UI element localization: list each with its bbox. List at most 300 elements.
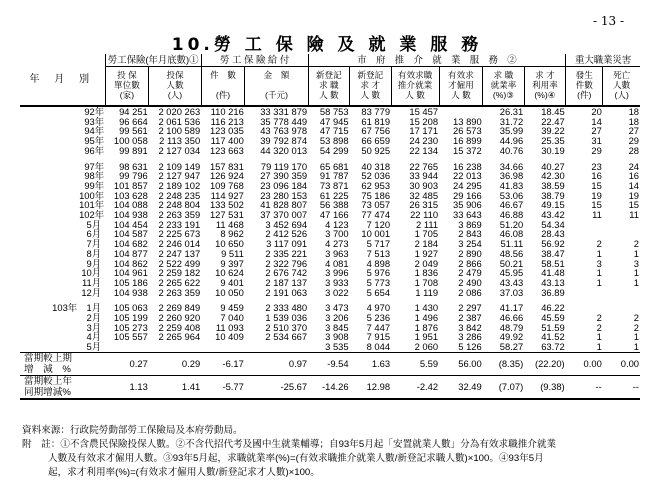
table-cell: 15 208: [409, 116, 439, 127]
table-cell: 2 265 622: [158, 277, 201, 288]
comparison-cell: -14.26: [308, 375, 349, 399]
table-cell: 16: [591, 171, 602, 181]
table-cell: 2 109 149: [158, 161, 201, 172]
table-row: [20, 303, 640, 313]
table-cell: 46.08: [499, 229, 524, 240]
table-cell: 2 127 947: [158, 171, 201, 181]
table-cell: 2: [633, 313, 639, 323]
table-cell: 16 238: [453, 161, 482, 172]
table-cell: 2 269 849: [158, 303, 201, 314]
table-cell: 36.89: [541, 287, 565, 298]
table-cell: 100 058: [113, 136, 148, 146]
table-cell: 1 836: [414, 268, 439, 278]
table-row: [20, 136, 640, 146]
table-cell: 67 756: [361, 126, 391, 137]
table-cell: 1: [596, 342, 602, 353]
row-label: 9月: [86, 258, 102, 269]
table-cell: 46.22: [541, 303, 565, 314]
table-cell: 56.92: [541, 239, 565, 249]
row-label: 7月: [86, 239, 102, 249]
table-cell: 37 370 007: [260, 210, 308, 220]
table-cell: 24 295: [453, 180, 482, 191]
row-label: 98年: [84, 171, 105, 181]
table-cell: [566, 288, 603, 298]
table-cell: 31: [591, 136, 602, 146]
table-cell: 3 535: [325, 342, 349, 353]
table-cell: 19: [591, 190, 602, 201]
row-label: 102年: [79, 210, 105, 220]
row-label: 2月: [86, 313, 102, 323]
table-cell: 2 387: [458, 313, 482, 323]
table-cell: 2 184: [414, 239, 439, 249]
table-cell: 1: [633, 277, 639, 288]
table-cell: 3 845: [325, 322, 349, 333]
row-label: 6月: [86, 229, 102, 240]
row-label: 95年: [84, 136, 105, 146]
table-cell: 58.27: [499, 342, 524, 353]
table-cell: [149, 342, 201, 352]
page-number: - 13 -: [592, 14, 624, 28]
table-cell: 52 036: [361, 171, 391, 181]
table-cell: 3 908: [325, 332, 349, 343]
table-cell: 37.03: [499, 287, 524, 298]
table-row: [20, 323, 640, 333]
table-cell: 2 246 014: [158, 239, 201, 249]
table-cell: 7 120: [366, 219, 391, 230]
table-cell: 2 248 235: [158, 190, 201, 201]
table-cell: [566, 229, 603, 239]
footnote-line-2: 人數及有效求才僱用人數。③93年5月起，求職就業率(%)=(有效求職推介就業人數/新登記求職人數)×100。④93年5月: [48, 453, 544, 464]
comparison-cell: 1.41: [149, 375, 201, 399]
table-row: [20, 191, 640, 201]
comparison-cell: 0.00: [566, 352, 603, 375]
table-cell: 2 263 359: [158, 210, 201, 220]
table-cell: 2 263 359: [158, 287, 201, 298]
table-cell: 39 792 874: [260, 136, 308, 146]
table-cell: 2 412 526: [265, 229, 308, 240]
table-cell: 2: [596, 322, 602, 333]
row-label: 101年: [79, 200, 105, 211]
table-cell: 2 259 182: [158, 268, 201, 278]
table-cell: 2 191 063: [265, 287, 308, 298]
table-cell: 5 773: [366, 277, 391, 288]
table-cell: 3 996: [325, 268, 349, 278]
table-cell: 42.30: [541, 171, 565, 181]
table-cell: [603, 303, 640, 313]
table-cell: 1 430: [414, 303, 439, 314]
table-cell: 38.47: [541, 248, 565, 259]
table-cell: 73 871: [319, 180, 349, 191]
footnote-line-1: 附 註：①不含農民保險投保人數。②不含代招代考及國中生就業輔導；自93年5月起「安置就業人數」分為有效求職推介就業: [22, 439, 557, 450]
comparison-cell: 0.97: [245, 352, 308, 375]
table-cell: 2 247 137: [158, 248, 201, 259]
comparison-cell: 1.13: [105, 375, 149, 399]
table-cell: 9 401: [220, 277, 244, 288]
table-cell: 3 869: [458, 219, 482, 230]
table-cell: 8 044: [366, 342, 391, 353]
table-cell: 2 248 804: [158, 200, 201, 211]
table-cell: 104 682: [113, 239, 148, 249]
table-cell: 2 113 350: [159, 136, 201, 146]
table-cell: [105, 342, 149, 352]
table-cell: 22 765: [409, 161, 439, 172]
table-cell: 29: [591, 145, 602, 156]
table-cell: 28: [628, 145, 639, 156]
table-cell: 18: [628, 116, 639, 127]
table-cell: 2 259 408: [158, 322, 201, 333]
table-cell: 2 297: [458, 303, 482, 314]
comparison-cell: (9.38): [524, 375, 565, 399]
table-cell: 27: [628, 126, 639, 137]
table-cell: 65 681: [319, 161, 349, 172]
table-cell: 101 857: [113, 180, 148, 191]
column-header: 新登記 求 職 人 數: [308, 67, 349, 107]
comparison-label: 當期較上年 同期增減%: [20, 375, 105, 399]
table-cell: 26 573: [453, 126, 482, 137]
table-cell: 51.20: [499, 219, 524, 230]
row-label: 97年: [84, 161, 105, 172]
footnote-line-3: 起，求才利用率(%)=(有效求才僱用人數/新登記求才人數)×100。: [48, 467, 320, 478]
table-cell: 46.67: [499, 200, 524, 211]
group-header-employment: 市 府 推 介 就 業 服 務 ②: [308, 54, 566, 67]
table-cell: 63.72: [541, 342, 565, 353]
comparison-cell: (8.35): [483, 352, 524, 375]
table-cell: 1 705: [414, 229, 439, 240]
table-cell: 4 081: [325, 258, 349, 269]
column-header: 投保 人數 (人): [149, 67, 201, 107]
table-cell: 133 502: [209, 200, 244, 211]
table-cell: 9 459: [220, 303, 244, 314]
table-cell: [603, 229, 640, 239]
table-cell: 123 663: [209, 145, 244, 156]
table-cell: 2: [633, 239, 639, 249]
table-cell: 38.79: [541, 190, 565, 201]
table-cell: 28.43: [541, 229, 565, 240]
table-cell: 104 877: [113, 248, 148, 259]
table-cell: [566, 220, 603, 230]
table-cell: 105 063: [113, 303, 148, 314]
table-cell: 41 828 807: [260, 200, 308, 211]
table-cell: 62 953: [361, 180, 391, 191]
row-label: 5月: [86, 342, 102, 353]
table-cell: 104 961: [113, 268, 148, 278]
table-cell: 3 206: [325, 313, 349, 323]
table-cell: 3 117 091: [266, 239, 308, 249]
table-row: [20, 210, 640, 220]
column-header: 金 額 (千元): [245, 67, 308, 107]
table-cell: 43.43: [499, 277, 524, 288]
table-cell: 31.72: [499, 116, 524, 127]
table-cell: 2 225 673: [158, 229, 201, 240]
table-row: [20, 229, 640, 239]
table-cell: 50.21: [499, 258, 524, 269]
table-cell: 40.76: [499, 145, 524, 156]
table-cell: 44.96: [499, 136, 524, 146]
table-cell: 27: [591, 126, 602, 137]
column-header: 死亡 人數 (人): [603, 67, 640, 107]
table-cell: 44 320 013: [260, 145, 308, 156]
table-cell: 34.66: [499, 161, 524, 172]
comparison-row: [20, 375, 640, 399]
table-cell: 2 510 370: [265, 322, 308, 333]
column-header: 投 保 單位數 (家): [105, 67, 149, 107]
table-row: [20, 117, 640, 127]
table-cell: 41.17: [499, 303, 524, 314]
table-cell: 58 753: [319, 106, 349, 117]
table-cell: 2 490: [458, 277, 482, 288]
table-cell: 114 927: [210, 190, 244, 201]
table-cell: 123 035: [209, 126, 244, 137]
row-label: 3月: [86, 322, 102, 333]
table-row: [20, 249, 640, 259]
comparison-cell: -25.67: [245, 375, 308, 399]
table-cell: [201, 342, 245, 352]
table-cell: 43 763 978: [260, 126, 308, 137]
table-cell: 49.92: [499, 332, 524, 343]
table-cell: 5 126: [458, 342, 482, 353]
source-note: 資料來源：行政院勞動部勞工保險局及本府勞動局。: [22, 425, 243, 436]
table-cell: 54.34: [541, 219, 565, 230]
table-cell: 33 643: [453, 210, 482, 220]
table-cell: 18: [628, 106, 639, 117]
table-cell: 2 479: [458, 268, 482, 278]
table-cell: 46.66: [499, 313, 524, 323]
table-cell: 2 111: [416, 219, 439, 230]
table-cell: 47 715: [319, 126, 349, 137]
table-cell: 103 628: [113, 190, 148, 201]
table-cell: 7 915: [366, 332, 391, 343]
table-cell: 7 447: [366, 322, 391, 333]
table-cell: 104 587: [113, 229, 148, 240]
table-cell: 2 335 221: [265, 248, 308, 259]
table-cell: 47 166: [319, 210, 349, 220]
comparison-cell: -2.42: [391, 375, 439, 399]
table-cell: 1: [633, 342, 639, 353]
comparison-cell: 56.00: [439, 352, 483, 375]
comparison-cell: --: [566, 375, 603, 399]
comparison-cell: 1.63: [350, 352, 391, 375]
table-cell: 45.59: [541, 313, 565, 323]
table-cell: 49.15: [541, 200, 565, 211]
table-cell: 41.83: [499, 180, 524, 191]
table-cell: 3 473: [325, 303, 349, 314]
comparison-cell: -5.77: [201, 375, 245, 399]
table-cell: 2 233 191: [158, 219, 201, 230]
row-label: 96年: [84, 145, 105, 156]
table-cell: 54 299: [319, 145, 349, 156]
table-cell: 1: [633, 332, 639, 343]
table-cell: 24 230: [409, 136, 439, 146]
table-cell: 2 866: [458, 258, 482, 269]
table-row: [20, 126, 640, 136]
table-cell: 3 700: [325, 229, 349, 240]
table-cell: 3 286: [458, 332, 482, 343]
table-cell: 26.31: [499, 106, 524, 117]
row-label: 100年: [79, 190, 105, 201]
table-cell: 105 199: [113, 313, 148, 323]
table-cell: 10 050: [215, 287, 244, 298]
table-cell: 20: [591, 106, 602, 117]
table-cell: [439, 106, 483, 117]
table-cell: 2 534 667: [265, 332, 308, 343]
row-label: 12月: [81, 287, 102, 298]
table-cell: 104 938: [113, 287, 148, 298]
table-cell: 75 186: [361, 190, 391, 201]
table-cell: 66 659: [361, 136, 391, 146]
table-cell: 16: [628, 171, 639, 181]
table-cell: 58.51: [541, 258, 565, 269]
table-cell: 32 485: [409, 190, 439, 201]
table-cell: 2 890: [458, 248, 482, 259]
table-cell: 29 166: [453, 190, 482, 201]
table-cell: [603, 288, 640, 298]
table-cell: 1 951: [414, 332, 439, 343]
table-cell: 5 717: [366, 239, 391, 249]
table-cell: 8 962: [220, 229, 244, 240]
table-cell: 23: [591, 161, 602, 172]
table-cell: 9 511: [221, 248, 244, 259]
table-row: [20, 220, 640, 230]
table-cell: 98 631: [119, 161, 148, 172]
table-row: [20, 342, 640, 352]
row-label: 92年: [84, 106, 105, 117]
comparison-cell: 12.98: [350, 375, 391, 399]
table-cell: 2: [596, 313, 602, 323]
table-row: [20, 171, 640, 181]
table-cell: 2 322 796: [265, 258, 308, 269]
table-cell: 7 040: [220, 313, 244, 323]
table-cell: 18.45: [541, 106, 565, 117]
table-cell: 2 049: [414, 258, 439, 269]
table-cell: 104 454: [113, 219, 148, 230]
table-cell: 35.99: [499, 126, 524, 137]
column-header: 發生 件數 (件): [566, 67, 603, 107]
table-cell: 2 060: [414, 342, 439, 353]
table-cell: 3 452 694: [265, 219, 308, 230]
row-label: 93年: [84, 116, 105, 127]
column-header: 求 職 就業率 (%)③: [483, 67, 524, 107]
comparison-cell: --: [603, 375, 640, 399]
table-cell: 157 831: [209, 161, 244, 172]
table-cell: 1 927: [414, 248, 439, 259]
table-cell: 4 898: [366, 258, 391, 269]
table-row: [20, 106, 640, 117]
group-header-benefits: 勞 工 保 險 給 付: [201, 54, 308, 67]
table-cell: 50 925: [361, 145, 391, 156]
table-cell: 22.47: [541, 116, 565, 127]
table-cell: 61 225: [319, 190, 349, 201]
table-cell: 1: [596, 277, 602, 288]
table-cell: 15: [628, 200, 639, 211]
table-cell: 13 890: [453, 116, 482, 127]
table-cell: 16 899: [453, 136, 482, 146]
table-cell: 35 906: [453, 200, 482, 211]
table-cell: 1 876: [414, 322, 439, 333]
table-row: [20, 181, 640, 191]
table-cell: 11 468: [215, 219, 244, 230]
table-row: [20, 278, 640, 288]
page-title: 10.勞 工 保 險 及 就 業 服 務: [171, 35, 483, 55]
table-cell: 53 898: [319, 136, 349, 146]
table-cell: 1: [596, 332, 602, 343]
table-cell: 3: [633, 258, 639, 269]
table-cell: 10 001: [361, 229, 391, 240]
table-cell: 15 372: [453, 145, 482, 156]
table-cell: 99 561: [119, 126, 148, 137]
table-row: [20, 146, 640, 156]
table-cell: 3 963: [325, 248, 349, 259]
table-cell: [245, 342, 308, 352]
table-cell: 2 086: [458, 287, 482, 298]
table-cell: 11: [629, 210, 639, 220]
table-cell: 10 650: [215, 239, 244, 249]
table-cell: 2 187 137: [265, 277, 308, 288]
table-cell: 53.06: [499, 190, 524, 201]
table-cell: 2 265 964: [158, 332, 201, 343]
table-cell: 4 273: [325, 239, 349, 249]
table-cell: 1 119: [415, 287, 439, 298]
comparison-cell: 0.29: [149, 352, 201, 375]
table-cell: 2: [633, 322, 639, 333]
table-cell: 51.59: [541, 322, 565, 333]
table-cell: 3 022: [325, 287, 349, 298]
table-cell: 46.88: [499, 210, 524, 220]
table-cell: 33 331 879: [260, 106, 308, 117]
table-cell: 38.59: [541, 180, 565, 191]
table-cell: 26 315: [409, 200, 439, 211]
row-label: 5月: [86, 219, 102, 230]
table-cell: 56 388: [319, 200, 349, 211]
table-cell: 5 976: [366, 268, 391, 278]
table-cell: 51.11: [500, 239, 524, 249]
table-cell: 43.42: [541, 210, 565, 220]
table-cell: 2 127 034: [158, 145, 201, 156]
column-header: 求 才 利用率 (%)④: [524, 67, 565, 107]
table-cell: 109 768: [209, 180, 244, 191]
group-header-disaster: 重大職業災害: [566, 54, 640, 67]
column-header: 新登記 求 才 人 數: [350, 67, 391, 107]
table-cell: 1: [633, 268, 639, 278]
table-cell: 9 397: [220, 258, 244, 269]
table-cell: 41.52: [541, 332, 565, 343]
table-cell: 127 531: [209, 210, 244, 220]
comparison-cell: 5.59: [391, 352, 439, 375]
table-cell: 36.98: [499, 171, 524, 181]
table-row: [20, 200, 640, 210]
column-header: 有效求職 推介就業 人 數: [391, 67, 439, 107]
table-cell: 10 409: [215, 332, 244, 343]
table-cell: 40 318: [361, 161, 391, 172]
table-cell: 99 796: [119, 171, 148, 181]
table-cell: 23 280 153: [260, 190, 308, 201]
table-cell: 2 061 536: [158, 116, 201, 127]
table-cell: 15: [591, 180, 602, 191]
table-cell: 110 216: [210, 106, 244, 117]
table-cell: 2 260 920: [158, 313, 201, 323]
table-cell: 40.27: [541, 161, 565, 172]
table-cell: 105 273: [113, 322, 148, 333]
column-header: 件 數 (件): [201, 67, 245, 107]
table-cell: 126 924: [209, 171, 244, 181]
table-cell: 116 213: [210, 116, 244, 127]
table-cell: 2 333 480: [265, 303, 308, 314]
table-cell: 22 110: [410, 210, 439, 220]
table-cell: 27 390 359: [260, 171, 308, 181]
comparison-cell: 0.00: [603, 352, 640, 375]
table-cell: 2 020 263: [158, 106, 201, 117]
table-cell: 3 254: [458, 239, 482, 249]
table-cell: 5 654: [366, 287, 391, 298]
